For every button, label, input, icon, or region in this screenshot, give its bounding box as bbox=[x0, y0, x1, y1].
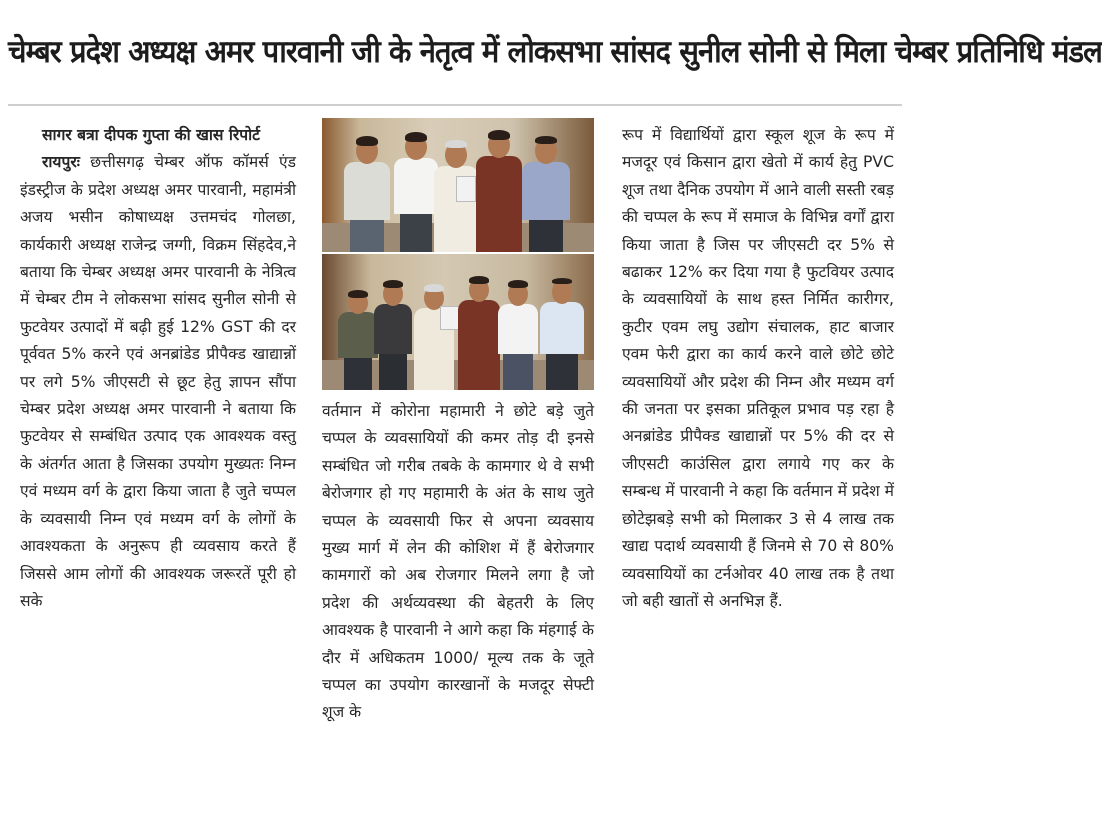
dateline: रायपुरः bbox=[42, 153, 80, 172]
photo-2-person bbox=[374, 278, 412, 390]
photo-2-person bbox=[498, 278, 538, 390]
photo-1-memorandum bbox=[456, 176, 476, 202]
news-photo-2 bbox=[322, 254, 594, 390]
photo-2-person bbox=[458, 272, 500, 390]
column-2-text: वर्तमान में कोरोना महामारी ने छोटे बड़े जुते चप्पल के व्यवसायियों की कमर तोड़ दी इनसे सम्बंधित जो गरीब तबके के कामगार थे वे सभी बेरोजगार हो गए महामारी के अंत के साथ जुते चप्पल के व्यवसायी फिर से अपना व्यवसाय मुख्य मार्ग में लेन की कोशिश में हैं बेरोजगार कामगारों को अब रोजगार मिलने लगा है जो प्रदेश की अर्थव्यवस्था की बेहतरी के लिए आवश्यक है पारवानी ने आगे कहा कि मंहगाई के दौर में अधिकतम 1000/ मूल्य तक के जूते चप्पल का उपयोग कारखानों के मजदूर सेफ्टी शूज के bbox=[322, 402, 594, 722]
photo-1-person bbox=[344, 132, 390, 252]
photo-2-person bbox=[540, 274, 584, 390]
column-1-text: छत्तीसगढ़ चेम्बर ऑफ कॉमर्स एंड इंडस्ट्रीज के प्रदेश अध्यक्ष अमर पारवानी, महामंत्री अजय भसीन कोषाध्यक्ष उत्तमचंद गोलछा, कार्यकारी अध्यक्ष राजेन्द्र जग्गी, विक्रम सिंहदेव,ने बताया कि चेम्बर अध्यक्ष अमर पारवानी के नेत्रित्व में चेम्बर टीम ने लोकसभा सांसद सुनील सोनी से फुटवेयर उत्पादों में बढ़ी हुई 12% GST की दर पूर्ववत 5% करने एवं अनब्रांडेड प्रीपैक्ड खाद्यान्नों पर लगे 5% जीएसटी से छूट हेतु ज्ञापन सौंपा चेम्बर प्रदेश अध्यक्ष अमर पारवानी ने बताया कि फुटवेयर से सम्बंधित उत्पाद एक आवश्यक वस्तु के अंतर्गत आता है जिसका उपयोग मुख्यतः निम्न एवं मध्यम वर्ग के द्वारा किया जाता है जुते चप्पल के व्यवसायी निम्न एवं मध्यम वर्ग के लोगों के आवश्यकता के अनुरूप ही व्यवसाय करते हैं जिससे आम लोगों की आवश्यक जरूरतें पूरी हो सके bbox=[20, 153, 296, 610]
column-3-text: रूप में विद्यार्थियों द्वारा स्कूल शूज के रूप में मजदूर एवं किसान द्वारा खेतो में कार्य हेतु PVC शूज तथा दैनिक उपयोग में आने वाली सस्ती रबड़ की चप्पल के रूप में समाज के विभिन्न वर्गों द्वारा किया जाता है जिस पर जीएसटी दर 5% से बढाकर 12% कर दिया गया है फुटवियर उत्पाद के व्यवसायियों के साथ हस्त निर्मित कारीगर, कुटीर एवम लघु उद्योग संचालक, हाट बाजार एवम फेरी द्वारा का कार्य करने वाले छोटे छोटे व्यवसायियों और प्रदेश की निम्न और मध्यम वर्ग की जनता पर इसका प्रतिकूल प्रभाव पड़ रहा है अनब्रांडेड प्रीपैक्ड खाद्यान्नों पर 5% की दर से जीएसटी काउंसिल द्वारा लगाये गए कर के सम्बन्ध में पारवानी ने कहा कि वर्तमान में प्रदेश में छोटेझबड़े सभी को मिलाकर 3 से 4 लाख तक खाद्य पदार्थ व्यवसायी हैं जिनमे से 70 से 80% व्यवसायियों का टर्नओवर 40 लाख तक है तथा जो बही खातों से अनभिज्ञ हैं. bbox=[622, 126, 894, 610]
headline: चेम्बर प्रदेश अध्यक्ष अमर पारवानी जी के नेतृत्व में लोकसभा सांसद सुनील सोनी से मिला चेम्बर प्रतिनिधि मंडल bbox=[8, 34, 1102, 70]
photo-2-person bbox=[338, 286, 378, 390]
news-photo-1 bbox=[322, 118, 594, 252]
headline-divider bbox=[8, 104, 902, 106]
photo-1-person bbox=[522, 132, 570, 252]
article-column-3 bbox=[622, 122, 894, 832]
column-1-paragraph bbox=[20, 149, 296, 615]
byline: सागर बत्रा दीपक गुप्ता की खास रिपोर्ट bbox=[42, 126, 261, 144]
photo-1-person bbox=[476, 124, 522, 252]
photo-1-person bbox=[394, 126, 438, 252]
article-column-1 bbox=[20, 122, 296, 832]
article-column-2 bbox=[322, 398, 594, 832]
photo-2-memorandum bbox=[440, 306, 460, 330]
photo-2-person bbox=[414, 280, 454, 390]
